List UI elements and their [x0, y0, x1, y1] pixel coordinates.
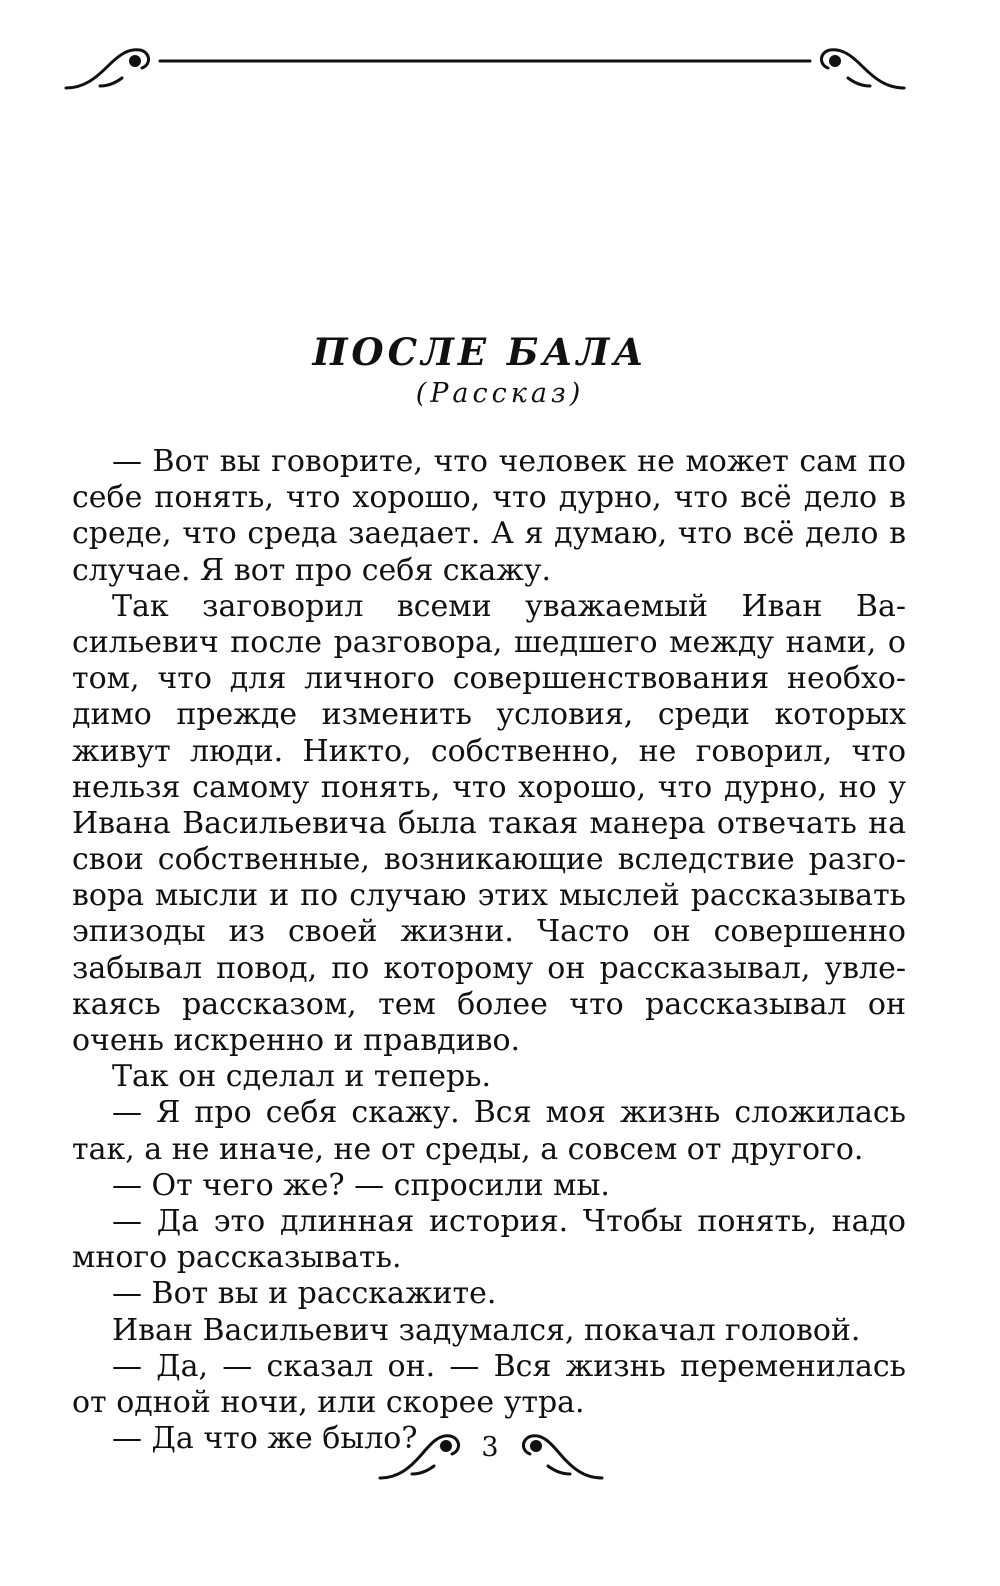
- text-line: от одной ночи, или скорее утра.: [72, 1384, 585, 1420]
- text-line: свои собственные, возникающие вследствие разго-: [72, 842, 906, 878]
- text-line: эпизоды из своей жизни. Часто он совершенно: [72, 914, 906, 950]
- text-line: много рассказывать.: [72, 1240, 402, 1276]
- text-line: Так заговорил всеми уважаемый Иван Ва-: [112, 588, 906, 624]
- text-line: том, что для личного совершенствования необхо-: [72, 661, 906, 697]
- text-line: себе понять, что хорошо, что дурно, что всё дело в: [72, 480, 906, 516]
- text-line: — От чего же? — спросили мы.: [112, 1167, 610, 1203]
- text-line: Иван Васильевич задумался, покачал головой.: [112, 1312, 861, 1348]
- text-line: среде, что среда заедает. А я думаю, что всё дело в: [72, 516, 906, 552]
- text-line: случае. Я вот про себя скажу.: [72, 552, 552, 588]
- story-subtitle: (Рассказ): [415, 378, 585, 409]
- body-text: [72, 444, 906, 1457]
- text-line: — Вот вы и расскажите.: [112, 1276, 497, 1312]
- text-line: Ивана Васильевича была такая манера отвечать на: [72, 805, 906, 841]
- text-line: — Да это длинная история. Чтобы понять, надо: [112, 1203, 906, 1239]
- text-line: вора мысли и по случаю этих мыслей рассказывать: [72, 878, 906, 914]
- page-number: 3: [481, 1432, 499, 1463]
- text-line: сильевич после разговора, шедшего между нами, о: [72, 624, 906, 660]
- text-line: димо прежде изменить условия, среди которых: [72, 697, 906, 733]
- top-ornament: [62, 38, 908, 96]
- text-line: — Да, — сказал он. — Вся жизнь переменилась: [112, 1348, 906, 1384]
- story-title: ПОСЛЕ БАЛА: [312, 330, 648, 374]
- text-line: — Да что же было?: [112, 1421, 418, 1457]
- text-line: нельзя самому понять, что хорошо, что дурно, но у: [72, 769, 906, 805]
- text-line: Так он сделал и теперь.: [112, 1059, 492, 1095]
- text-line: очень искренно и правдиво.: [72, 1023, 521, 1058]
- text-line: каясь рассказом, тем более что рассказывал он: [72, 986, 906, 1022]
- text-line: забывал повод, по которому он рассказывал, увле-: [72, 950, 906, 986]
- text-line: — Вот вы говорите, что человек не может сам по: [112, 444, 906, 479]
- text-line: живут люди. Никто, собственно, не говорил, что: [72, 733, 906, 769]
- text-line: — Я про себя скажу. Вся моя жизнь сложилась: [112, 1095, 906, 1131]
- text-line: так, а не иначе, не от среды, а совсем от другого.: [72, 1131, 864, 1167]
